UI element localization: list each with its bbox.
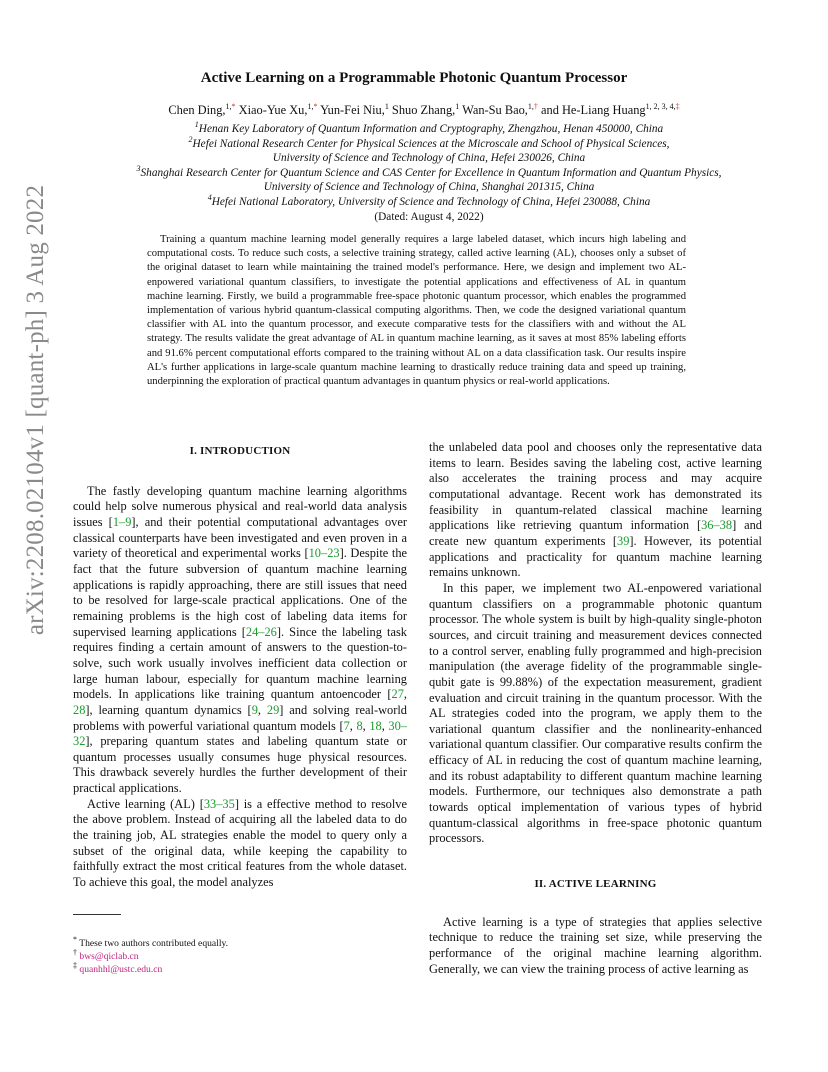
citation-link[interactable]: 30–32	[73, 718, 407, 749]
affiliation: $^2$Hefei National Research Center for Physical Sciences at the Microscale and School of Physical Sciences,	[188, 134, 670, 150]
citation-link[interactable]: 33–35	[203, 796, 235, 811]
section-heading-introduction: I. INTRODUCTION	[189, 445, 291, 457]
affiliation: $^1$Henan Key Laboratory of Quantum Information and Cryptography, Zhengzhou, Henan 450000, China	[194, 120, 664, 135]
footnotes	[73, 934, 229, 976]
affiliation: $^3$Shanghai Research Center for Quantum Science and CAS Center for Excellence in Quantum Information and Quantum Physics,	[136, 164, 722, 179]
affiliations	[70, 122, 788, 224]
email-link[interactable]: quanhhl@ustc.edu.cn	[79, 964, 163, 975]
citation-link[interactable]: 27	[391, 687, 404, 702]
abstract: Training a quantum machine learning model generally requires a large labeled dataset, which incurs high labeling and computational costs. To reduce such costs, a selective training strategy, called active learning (AL), chooses only a subset of the original dataset to learn while maintaining the trained model's performance. Here, we design and implement two AL-enpowered variational quantum classifiers, to investigate the potential applications and effectiveness of AL in quantum machine learning. Firstly, we build a programmable free-space photonic quantum processor, which enables the programmed implementation of various hybrid quantum-classical computing algorithms. Then, we code the designed variational quantum classifier with AL into the quantum processor, and execute comparative tests for the classifiers with and without the AL strategy. The results validate the great advantage of AL in quantum machine learning, as it saves at most 85% labeling efforts and 91.6% percent computational efforts compared to the training without AL on a data classification task. Our results inspire AL's further applications in large-scale quantum machine learning to drastically reduce training data and speed up training, underpinning the exploration of practical quantum advantages in quantum physics or real-world applications.	[147, 234, 686, 388]
footnote-rule	[73, 914, 121, 915]
citation-link[interactable]: 1–9	[112, 514, 132, 529]
footnote: * These two authors contributed equally.	[73, 934, 229, 949]
author: Yun-Fei Niu,$^1$	[320, 101, 389, 117]
intro-paragraph-1: The fastly developing quantum machine learning algorithms could help solve numerous physical and real-world data analysis issues [1–9], and their potential computational advantages over classical counterparts have been investigated and even proven in a variety of theoretical and experimental works [10–23]. Despite the fact that the future subversion of quantum machine learning applications is rapidly approaching, there are still issues that need to be resolved for large-scale practical applications. One of the remaining problems is the high cost of labeling data items for supervised learning applications [24–26]. Since the labeling task requires finding a certain amount of answers to the question-to-solve, such work usually involves inefficient data collection or large human labour, especially for quantum machine learning models. In applications like training quantum antoencoder [27, 28], learning quantum dynamics [9, 29] and solving real-world problems with powerful variational quantum models [7, 8, 18, 30–32], preparing quantum states and labeling quantum state or quantum processes usually consumes huge physical resources. This drawback severely hurdles the further development of their practical applications.	[73, 483, 408, 796]
citation-link[interactable]: 18	[369, 718, 382, 733]
al-paragraph-1: Active learning is a type of strategies that applies selective technique to reduce the training set size, while preserving the performance of the original machine learning algorithm. Generally, we can view the training process of active learning as	[429, 914, 762, 976]
citation-link[interactable]: 28	[73, 702, 86, 717]
intro-paragraph-2: Active learning (AL) [33–35] is a effective method to resolve the above problem. Instead of acquiring all the labeled data to do the training job, AL strategies enable the model to query only a subset of the original data, while keeping the capability to faithfully extract the most critical features from the whole dataset. To achieve this goal, the model analyzes	[73, 796, 408, 890]
email-link[interactable]: bws@qiclab.cn	[79, 951, 139, 962]
citation-link[interactable]: 39	[617, 533, 630, 548]
author: Chen Ding,$^{1,*}$	[168, 101, 236, 117]
footnote: ‡ quanhhl@ustc.edu.cn	[73, 960, 163, 975]
author: Xiao-Yue Xu,$^{1,*}$	[238, 101, 318, 117]
affiliation: University of Science and Technology of China, Hefei 230026, China	[272, 152, 586, 165]
author-list	[60, 103, 788, 118]
footnote: † bws@qiclab.cn	[73, 947, 139, 962]
arxiv-side-stamp	[8, 170, 64, 650]
author: Shuo Zhang,$^1$	[391, 101, 460, 117]
affiliation: $^4$Hefei National Laboratory, University of Science and Technology of China, Hefei 230088, China	[207, 193, 651, 208]
citation-link[interactable]: 10–23	[308, 546, 340, 561]
citation-link[interactable]: 36–38	[701, 518, 733, 533]
right-column	[429, 440, 762, 977]
citation-link[interactable]: 9	[251, 702, 258, 717]
author: Wan-Su Bao,$^{1,\dagger}$	[462, 101, 538, 117]
citation-link[interactable]: 8	[356, 718, 363, 733]
arxiv-identifier: arXiv:2208.02104v1 [quant-ph] 3 Aug 2022	[22, 184, 49, 636]
affiliation: University of Science and Technology of China, Shanghai 201315, China	[263, 181, 595, 194]
citation-link[interactable]: 29	[266, 702, 280, 717]
dated-line: (Dated: August 4, 2022)	[374, 210, 484, 223]
author: and He-Liang Huang$^{1, 2, 3, 4,\ddagger}$	[541, 101, 680, 117]
citation-link[interactable]: 7	[343, 718, 350, 733]
section-heading-active-learning: II. ACTIVE LEARNING	[534, 878, 657, 891]
intro-paragraph-3: the unlabeled data pool and chooses only the representative data items to learn. Besides saving the labeling cost, active learning also accelerates the training process and may acquire computational advantage. Recent work has demonstrated its feasibility in quantum-related classical machine learning applications like retrieving quantum information [36–38] and create new quantum experiments [39]. However, its potential applications and practicality for quantum machine learning remains unknown.	[429, 440, 762, 580]
intro-paragraph-4: In this paper, we implement two AL-enpowered variational quantum classifiers on a programmable photonic quantum processor. The whole system is built by high-quality single-photon sources, and circuit training and measurement devices connected to a control server, enabling fully programmed and high-precision manipulation (the average fidelity of the programmable single-qubit gate is 99.88%) of the expectation measurement, gradient evaluation and circuit training in the quantum processor. With the AL strategies coded into the program, we apply them to the variational quantum classifier and the nonlinearity-enhanced variational quantum classifier. Our comparative results confirm the efficacy of AL in reducing the cost of quantum machine learning, and its robust adaptability to different quantum machine learning models. Furthermore, our techniques also demonstrate a path towards optical implementation of various types of hybrid quantum-classical algorithms in free-space photonic quantum processors.	[429, 580, 762, 846]
left-column	[73, 440, 407, 891]
paper-title: Active Learning on a Programmable Photonic Quantum Processor	[200, 70, 628, 86]
citation-link[interactable]: 24–26	[245, 624, 277, 639]
